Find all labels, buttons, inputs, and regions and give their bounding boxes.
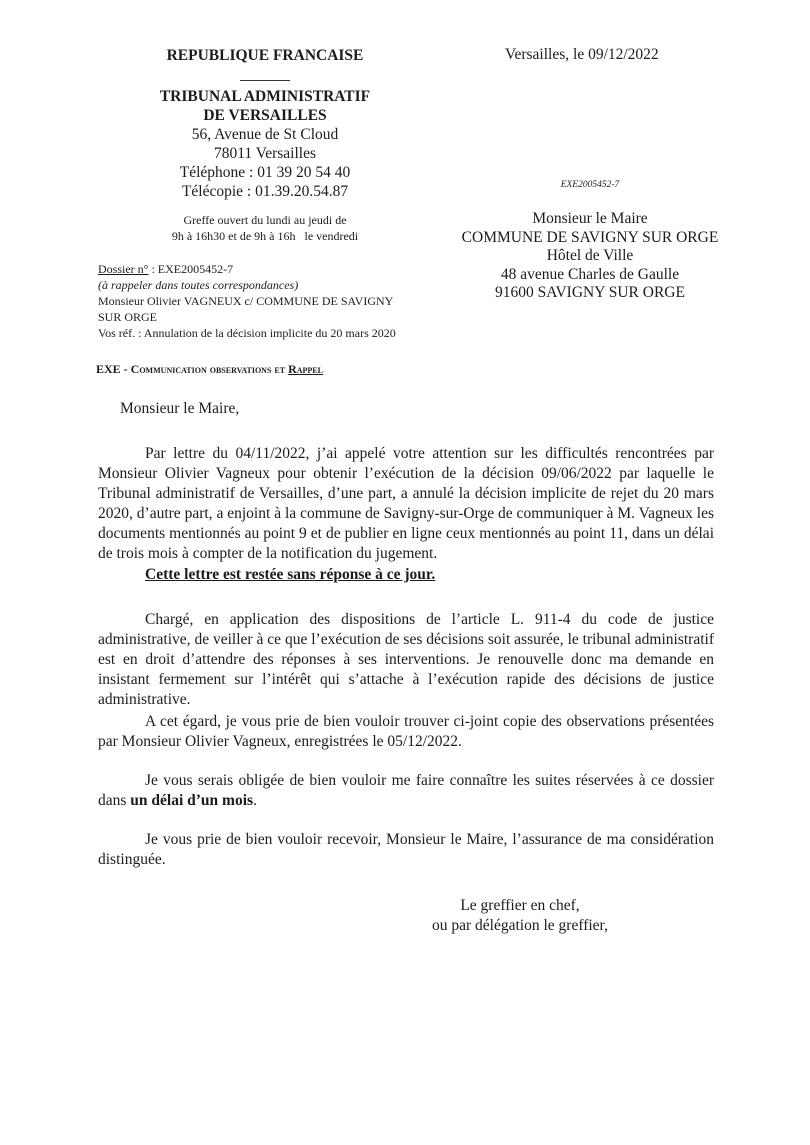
republic-title: REPUBLIQUE FRANCAISE [166,47,364,64]
court-phone: Téléphone : 01 39 20 54 40 [179,164,351,181]
paragraph-4: A cet égard, je vous prie de bien vouloir trouver ci-joint copie des observations présentées par Monsieur Olivier Vagneux, enregistrées le 05/12/2022. [98,713,714,750]
dossier-parties: Monsieur Olivier VAGNEUX c/ COMMUNE DE SAVIGNY SUR ORGE [98,294,393,324]
court-name-line2: DE VERSAILLES [203,107,327,124]
place-date: Versailles, le 09/12/2022 [505,46,659,63]
court-address-line1: 56, Avenue de St Cloud [191,126,339,143]
signature-line1: Le greffier en chef, [460,897,580,914]
court-name-line1: TRIBUNAL ADMINISTRATIF [159,88,371,105]
dossier-value: : EXE2005452-7 [148,262,234,276]
paragraph-1: Par lettre du 04/11/2022, j’ai appelé votre attention sur les difficultés rencontrées par Monsieur Olivier Vagneux pour obtenir l’exécution de la décision 09/06/2022 par laquelle le Tribunal administratif de Versailles, d’une part, a annulé la décision implicite de rejet du 20 mars 2020, d’autre part, a enjoint à la commune de Savigny-sur-Orge de communiquer à M. Vagneux les documents mentionnés au point 9 et de publier en ligne ceux mentionnés au point 11, dans un délai de trois mois à compter de la notification du jugement. [98,445,714,562]
subject-prefix: EXE - [96,362,131,376]
header-divider [240,80,290,81]
recipient-line2: COMMUNE DE SAVIGNY SUR ORGE [461,228,719,246]
recipient-line3: Hôtel de Ville [546,247,634,264]
salutation-text: Monsieur le Maire, [120,400,240,417]
paragraph-5 [98,771,714,811]
court-fax: Télécopie : 01.39.20.54.87 [181,183,349,200]
paragraph-2-text: Cette lettre est restée sans réponse à ce jour. [145,566,436,583]
signature-line2: ou par délégation le greffier, [432,917,608,934]
paragraph-3: Chargé, en application des dispositions de l’article L. 911-4 du code de justice administrative, de veiller à ce que l’exécution de ses décisions soit assurée, le tribunal administratif est en droit d’attendre des réponses à ses interventions. Je renouvelle donc ma demande en insistant fermement sur l’intérêt qui s’attache à l’exécution rapide des décisions de justice administrative. [98,611,714,708]
recipient-address [440,210,740,303]
subject-underlined: Rappel [288,362,323,376]
recipient-line5: 91600 SAVIGNY SUR ORGE [495,284,685,301]
subject-main: Communication observations et [130,362,289,376]
recipient-line1: Monsieur le Maire [532,210,648,227]
signature-block [410,896,630,936]
office-hours-line1: Greffe ouvert du lundi au jeudi de [183,213,347,227]
salutation [98,399,714,419]
dossier-note: (à rappeler dans toutes correspondances) [98,278,299,292]
letter-subject [96,362,323,377]
dossier-vos-ref: Vos réf. : Annulation de la décision implicite du 20 mars 2020 [98,326,396,340]
dossier-number [98,261,408,277]
paragraph-2 [98,565,714,585]
office-hours-line2: 9h à 16h30 et de 9h à 16h le vendredi [171,229,359,243]
paragraph-5-bold: un délai d’un mois [130,792,254,809]
paragraph-6: Je vous prie de bien vouloir recevoir, Monsieur le Maire, l’assurance de ma considération distinguée. [98,831,714,868]
reference-number: EXE2005452-7 [560,180,620,190]
paragraph-5-end: . [253,792,257,809]
recipient-line4: 48 avenue Charles de Gaulle [500,265,680,283]
paragraph-5-start: Je vous serais obligée de bien vouloir me faire connaître les suites réservées à ce dossier dans [98,772,714,809]
office-hours [110,212,420,244]
dossier-label: Dossier n° [98,262,149,276]
court-address-line2: 78011 Versailles [213,145,317,162]
dossier-block [98,261,408,341]
court-header [110,46,420,201]
